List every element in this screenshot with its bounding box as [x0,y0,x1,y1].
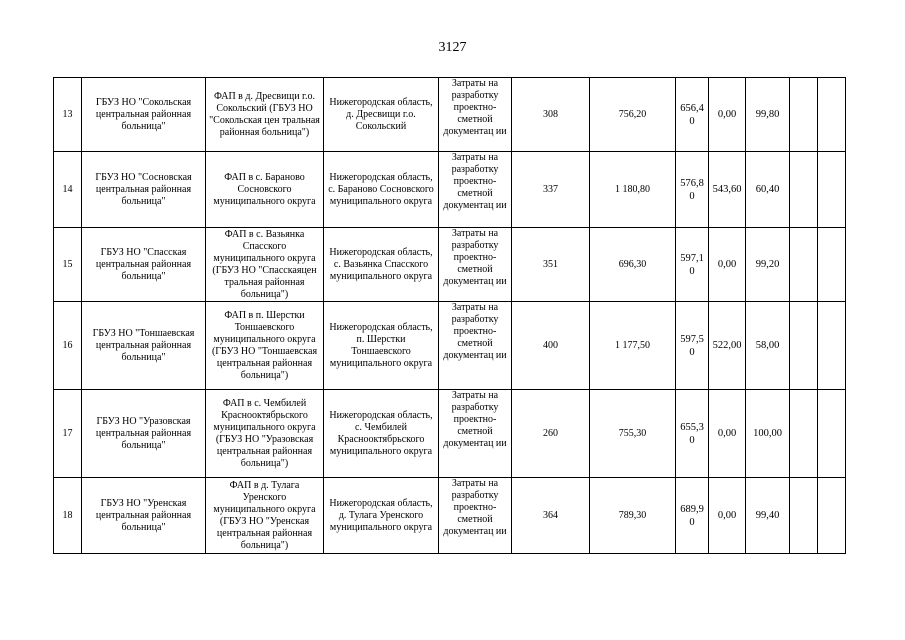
row-number: 18 [54,478,82,554]
value-cell: 696,30 [590,228,676,302]
value-cell: 756,20 [590,78,676,152]
value-cell: 576,8 0 [676,152,709,228]
page-number: 3127 [438,40,467,55]
object-address: Нижегородская область, с. Бараново Сосновского муниципального округа [324,152,439,228]
value-cell: 1 177,50 [590,302,676,390]
empty-cell [818,478,846,554]
row-number: 14 [54,152,82,228]
empty-cell [818,302,846,390]
value-cell: 99,40 [746,478,790,554]
object-name: ФАП в п. Шерстки Тоншаевского муниципального округа (ГБУЗ НО "Тоншаевская центральная районная больница") [206,302,324,390]
table-row [54,228,846,302]
cost-type: Затраты на разработку проектно-сметной документац ии [439,302,512,390]
value-cell: 364 [512,478,590,554]
object-name: ФАП в с. Вазьянка Спасского муниципального округа (ГБУЗ НО "Спасскаяцен тральная районная больница") [206,228,324,302]
empty-cell [818,390,846,478]
cost-type: Затраты на разработку проектно-сметной документац ии [439,78,512,152]
value-cell: 689,9 0 [676,478,709,554]
empty-cell [790,78,818,152]
value-cell: 1 180,80 [590,152,676,228]
institution-name: ГБУЗ НО "Уренская центральная районная больница" [82,478,206,554]
object-address: Нижегородская область, п. Шерстки Тоншаевского муниципального округа [324,302,439,390]
value-cell: 0,00 [709,228,746,302]
value-cell: 60,40 [746,152,790,228]
object-address: Нижегородская область, с. Вазьянка Спасского муниципального округа [324,228,439,302]
value-cell: 308 [512,78,590,152]
value-cell: 100,00 [746,390,790,478]
table-row [54,478,846,554]
institution-name: ГБУЗ НО "Сосновская центральная районная больница" [82,152,206,228]
row-number: 16 [54,302,82,390]
value-cell: 351 [512,228,590,302]
value-cell: 0,00 [709,478,746,554]
value-cell: 400 [512,302,590,390]
table-row [54,152,846,228]
value-cell: 260 [512,390,590,478]
empty-cell [790,152,818,228]
empty-cell [790,228,818,302]
object-name: ФАП в д. Тулага Уренского муниципального округа (ГБУЗ НО "Уренская центральная районная больница") [206,478,324,554]
row-number: 13 [54,78,82,152]
empty-cell [790,390,818,478]
object-name: ФАП в с. Чембилей Краснооктябрьского муниципального округа (ГБУЗ НО "Уразовская центральная районная больница") [206,390,324,478]
value-cell: 99,80 [746,78,790,152]
table-row [54,302,846,390]
institution-name: ГБУЗ НО "Уразовская центральная районная больница" [82,390,206,478]
empty-cell [818,228,846,302]
funding-table [53,77,846,554]
value-cell: 789,30 [590,478,676,554]
value-cell: 337 [512,152,590,228]
row-number: 15 [54,228,82,302]
value-cell: 597,5 0 [676,302,709,390]
empty-cell [818,152,846,228]
empty-cell [790,302,818,390]
institution-name: ГБУЗ НО "Тоншаевская центральная районная больница" [82,302,206,390]
object-address: Нижегородская область, д. Дресвищи г.о. Сокольский [324,78,439,152]
table-row [54,78,846,152]
value-cell: 543,60 [709,152,746,228]
value-cell: 99,20 [746,228,790,302]
object-address: Нижегородская область, с. Чембилей Краснооктябрьского муниципального округа [324,390,439,478]
cost-type: Затраты на разработку проектно-сметной документац ии [439,390,512,478]
value-cell: 656,4 0 [676,78,709,152]
value-cell: 755,30 [590,390,676,478]
cost-type: Затраты на разработку проектно-сметной документац ии [439,228,512,302]
value-cell: 0,00 [709,78,746,152]
cost-type: Затраты на разработку проектно-сметной документац ии [439,478,512,554]
value-cell: 58,00 [746,302,790,390]
object-address: Нижегородская область, д. Тулага Уренского муниципального округа [324,478,439,554]
row-number: 17 [54,390,82,478]
empty-cell [818,78,846,152]
value-cell: 0,00 [709,390,746,478]
cost-type: Затраты на разработку проектно-сметной документац ии [439,152,512,228]
value-cell: 597,1 0 [676,228,709,302]
value-cell: 522,00 [709,302,746,390]
institution-name: ГБУЗ НО "Спасская центральная районная больница" [82,228,206,302]
table-row [54,390,846,478]
institution-name: ГБУЗ НО "Сокольская центральная районная больница" [82,78,206,152]
value-cell: 655,3 0 [676,390,709,478]
empty-cell [790,478,818,554]
object-name: ФАП в д. Дресвищи г.о. Сокольский (ГБУЗ НО "Сокольская цен тральная районная больница") [206,78,324,152]
object-name: ФАП в с. Бараново Сосновского муниципального округа [206,152,324,228]
